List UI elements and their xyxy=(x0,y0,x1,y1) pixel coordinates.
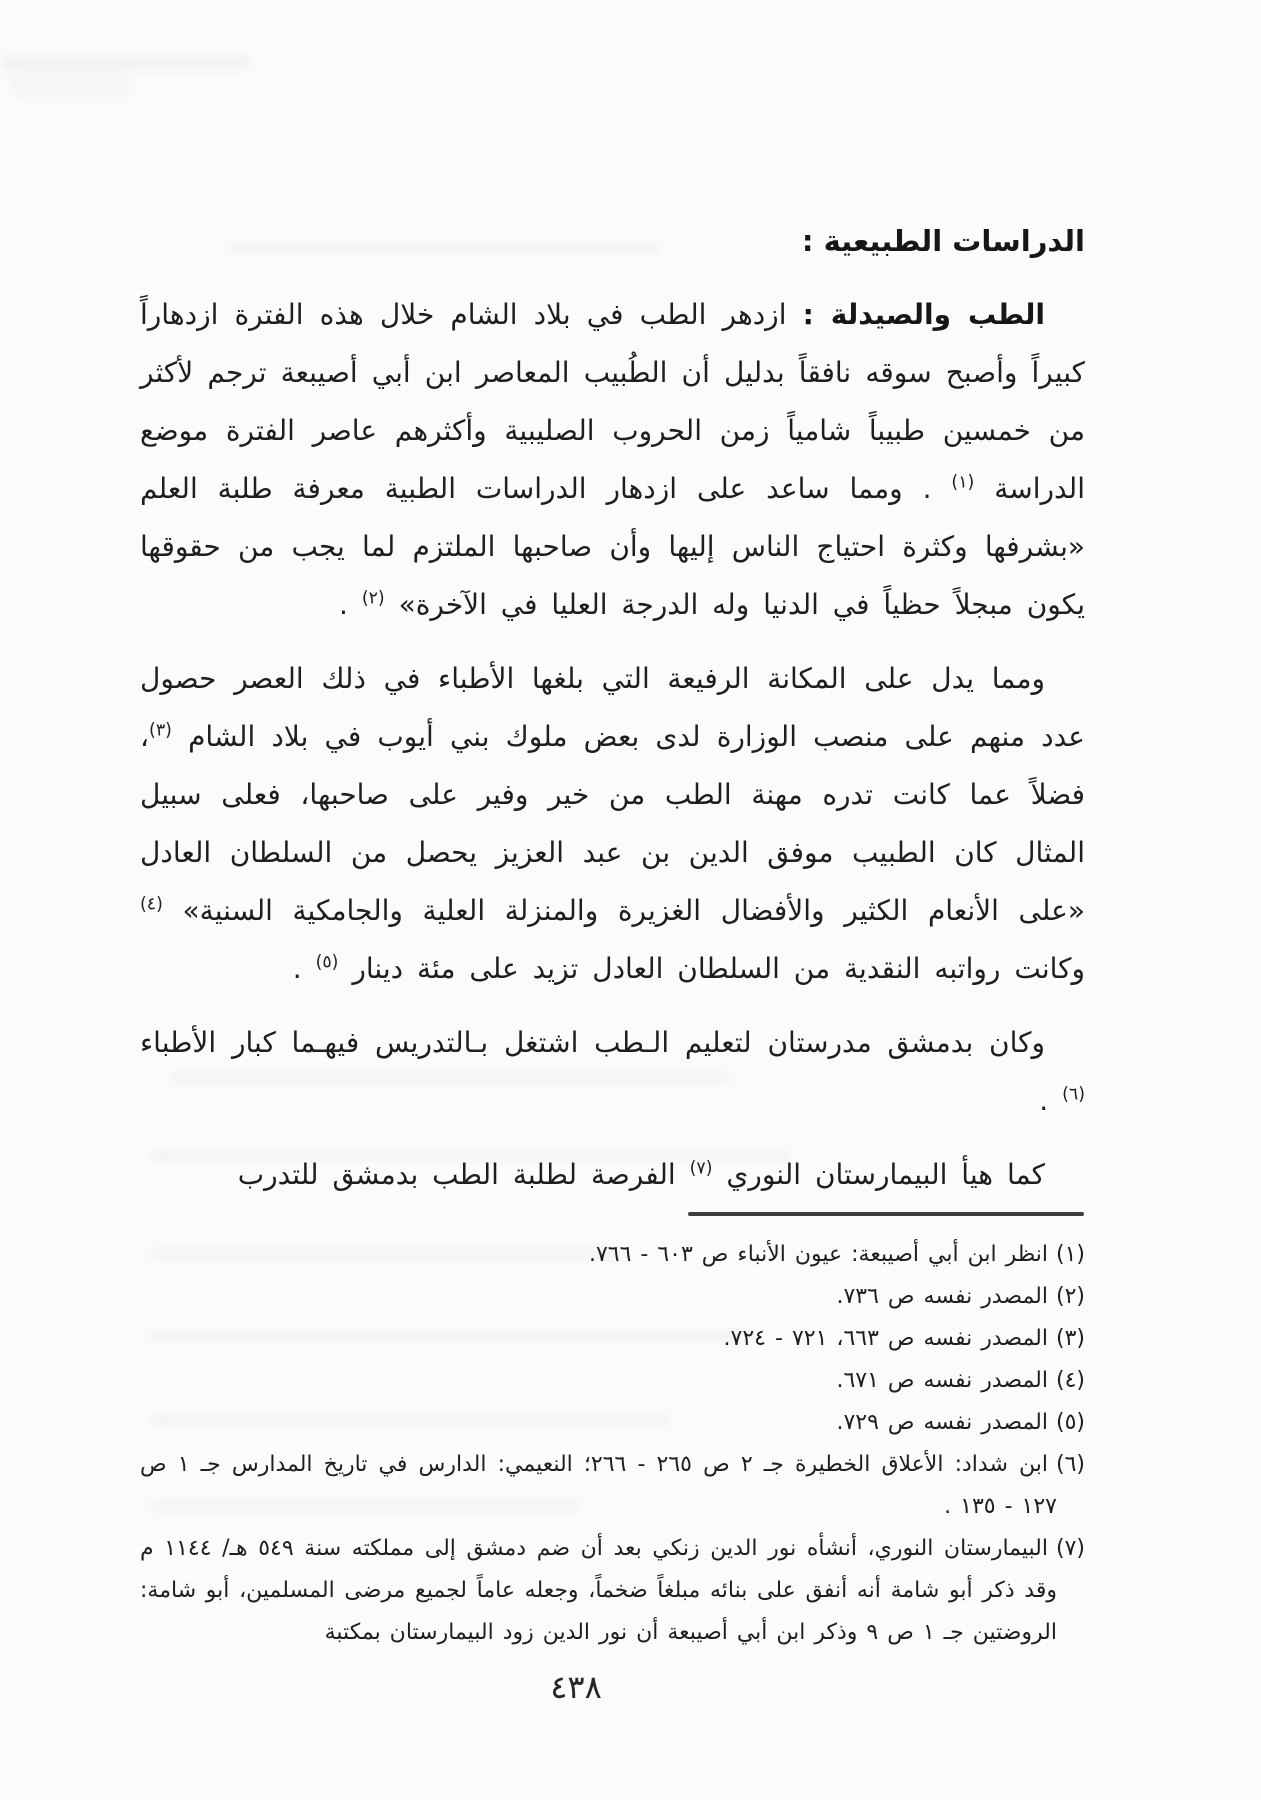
paragraph-text: كما هيأ البيمارستان النوري xyxy=(712,1158,1045,1191)
footnote-item-1 xyxy=(140,1234,1085,1276)
footnote-text: المصدر نفسه ص ٦٧١. xyxy=(836,1368,1048,1393)
footnote-list xyxy=(140,1234,1085,1654)
footnote-separator-rule xyxy=(688,1212,1084,1216)
footnote-marker: (٦) xyxy=(1056,1452,1086,1477)
footnote-ref-7: (٧) xyxy=(689,1158,713,1179)
footnote-ref-6: (٦) xyxy=(1062,1084,1085,1105)
footnote-item-2 xyxy=(140,1276,1085,1318)
footnote-item-5 xyxy=(140,1402,1085,1444)
footnote-marker: (٤) xyxy=(1055,1368,1085,1393)
scan-smudge-artifact xyxy=(10,70,130,96)
paragraph-medical-schools xyxy=(140,1014,1085,1130)
paragraph-text: ومما يدل على المكانة الرفيعة التي بلغها الأطباء في ذلك العصر حصول عدد منهم على منصب الوزارة لدى بعض ملوك بني أيوب في بلاد الشام xyxy=(140,662,1085,753)
paragraph-text: وكان بدمشق مدرستان لتعليم الـطب اشتغل بـالتدريس فيهـما كبار الأطباء xyxy=(140,1026,1045,1059)
paragraph-bimaristan xyxy=(140,1146,1085,1204)
footnote-text: البيمارستان النوري، أنشأه نور الدين زنكي بعد أن ضم دمشق إلى مملكته سنة ٥٤٩ هـ/ ١١٤٤ م وقد ذكر أبو شامة أنه أنفق على بنائه مبلغاً ضخماً، وجعله عاماً لجميع مرضى المسلمين، أبو شامة: الروضتين جـ ١ ص ٩ وذكر ابن أبي أصيبعة أن نور الدين زود البيمارستان بمكتبة xyxy=(140,1536,1057,1645)
footnote-ref-3: (٣) xyxy=(149,720,172,741)
footnote-marker: (٥) xyxy=(1055,1410,1085,1435)
footnote-item-4 xyxy=(140,1360,1085,1402)
paragraph-text: . xyxy=(292,952,316,985)
section-heading: الدراسات الطبيعية : xyxy=(801,224,1085,258)
paragraph-physicians-status xyxy=(140,650,1085,998)
footnote-marker: (٣) xyxy=(1055,1326,1085,1351)
paragraph-text: وكانت رواتبه النقدية من السلطان العادل تزيد على مئة دينار xyxy=(338,952,1085,985)
paragraph-text: . xyxy=(339,588,362,621)
footnote-item-6 xyxy=(140,1444,1085,1528)
scan-smudge-artifact xyxy=(0,56,250,69)
footnote-text: المصدر نفسه ص ٧٣٦. xyxy=(836,1284,1048,1309)
footnote-ref-1: (١) xyxy=(951,472,975,493)
footnote-marker: (٧) xyxy=(1056,1536,1086,1561)
paragraph-lead-label: الطب والصيدلة : xyxy=(802,298,1045,331)
footnote-text: المصدر نفسه ص ٦٦٣، ٧٢١ - ٧٢٤. xyxy=(723,1326,1048,1351)
footnote-text: ابن شداد: الأعلاق الخطيرة جـ ٢ ص ٢٦٥ - ٢٦٦؛ النعيمي: الدارس في تاريخ المدارس جـ ١ ص ١٢٧ - ١٣٥ . xyxy=(140,1452,1057,1519)
footnote-item-7 xyxy=(140,1528,1085,1654)
paragraph-text: الفرصة لطلبة الطب بدمشق للتدرب xyxy=(237,1158,690,1191)
footnote-ref-2: (٢) xyxy=(361,588,385,609)
paragraph-text: . ومما ساعد على ازدهار الدراسات الطبية معرفة طلبة العلم «بشرفها وكثرة احتياج الناس إليها وأن صاحبها الملتزم لما يجب من حقوقها يكون مبجلاً حظياً في الدنيا وله الدرجة العليا في الآخرة» xyxy=(140,472,1085,621)
footnote-text: انظر ابن أبي أصيبعة: عيون الأنباء ص ٦٠٣ - ٧٦٦. xyxy=(588,1242,1048,1267)
footnote-ref-5: (٥) xyxy=(315,952,339,973)
paragraph-text: ، فضلاً عما كانت تدره مهنة الطب من خير وفير على صاحبها، فعلى سبيل المثال كان الطبيب موفق الدين بن عبد العزيز يحصل من السلطان العادل «على الأنعام الكثير والأفضال الغزيرة والمنزلة العلية والجامكية السنية» xyxy=(140,720,1085,927)
footnote-marker: (١) xyxy=(1055,1242,1085,1267)
footnote-text: المصدر نفسه ص ٧٢٩. xyxy=(836,1410,1048,1435)
footnote-item-3 xyxy=(140,1318,1085,1360)
page-number: ٤٣٨ xyxy=(550,1668,602,1706)
footnote-ref-4: (٤) xyxy=(140,894,163,915)
paragraph-text: . xyxy=(1039,1084,1063,1117)
paragraph-text: ازدهر الطب في بلاد الشام خلال هذه الفترة ازدهاراً كبيراً وأصبح سوقه نافقاً بدليل أن الطُبيب المعاصر ابن أبي أصيبعة ترجم لأكثر من خمسين طبيباً شامياً زمن الحروب الصليبية وأكثرهم عاصر الفترة موضع الدراسة xyxy=(140,298,1085,505)
paragraph-medicine-pharmacy xyxy=(140,286,1085,634)
main-text-block xyxy=(140,212,1085,1220)
footnote-marker: (٢) xyxy=(1055,1284,1085,1309)
